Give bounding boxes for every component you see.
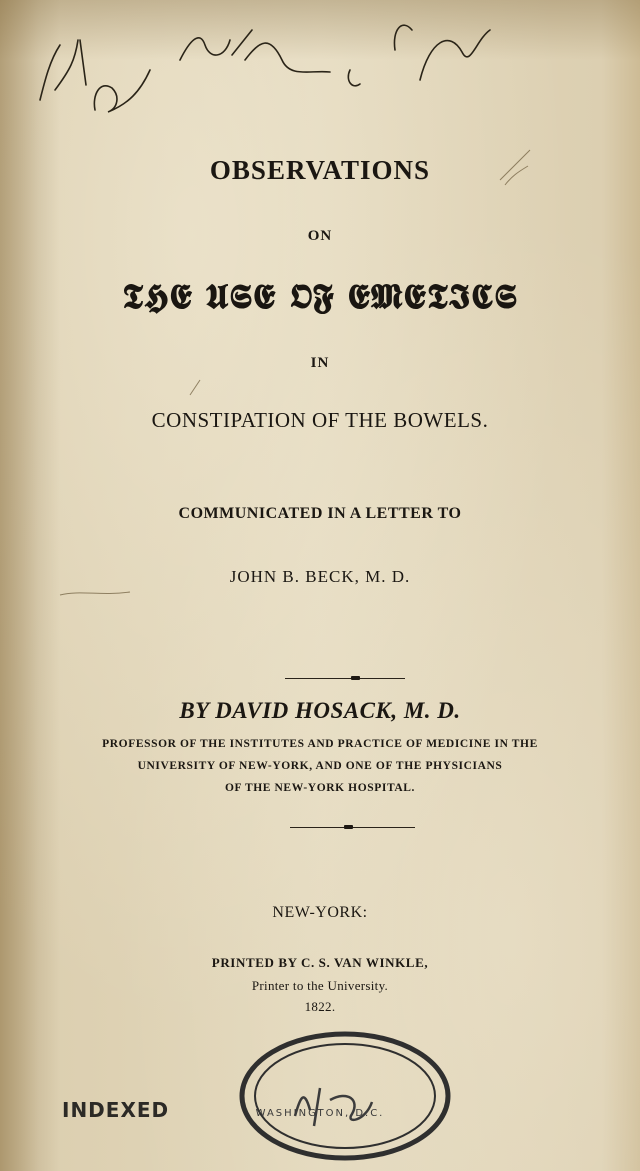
author-credentials-line-3: OF THE NEW-YORK HOSPITAL. bbox=[224, 782, 416, 794]
communicated-line: COMMUNICATED IN A LETTER TO bbox=[178, 505, 462, 522]
imprint-printer-role: Printer to the University. bbox=[251, 978, 389, 993]
divider-ornament-upper bbox=[351, 676, 360, 680]
title-on: ON bbox=[307, 228, 333, 244]
recipient-name: JOHN B. BECK, M. D. bbox=[229, 567, 411, 586]
author-credentials-line-2: UNIVERSITY OF NEW-YORK, AND ONE OF THE PHYSICIANS bbox=[137, 760, 503, 772]
paper-stain-top bbox=[0, 0, 640, 60]
title-heading: OBSERVATIONS bbox=[209, 155, 431, 185]
imprint-city: NEW-YORK: bbox=[272, 904, 368, 921]
imprint-printer: PRINTED BY C. S. VAN WINKLE, bbox=[211, 955, 429, 970]
author-credentials-line-1: PROFESSOR OF THE INSTITUTES AND PRACTICE OF MEDICINE IN THE bbox=[102, 738, 538, 750]
title-subject-blackletter: 𝕿𝕳𝕰 𝖀𝕾𝕰 𝕺𝕱 𝕰𝕸𝕰𝕿𝕴𝕮𝕾 bbox=[122, 277, 518, 317]
title-condition: CONSTIPATION OF THE BOWELS. bbox=[151, 408, 489, 432]
indexed-mark: INDEXED bbox=[62, 1098, 170, 1122]
author-line: BY DAVID HOSACK, M. D. bbox=[179, 698, 461, 723]
imprint-year: 1822. bbox=[304, 999, 336, 1014]
divider-ornament-lower bbox=[344, 825, 353, 829]
library-stamp-text: WASHINGTON, D.C. bbox=[255, 1108, 385, 1119]
title-in: IN bbox=[310, 355, 330, 371]
library-stamp bbox=[230, 1018, 460, 1168]
divider-rule-upper bbox=[285, 678, 405, 679]
